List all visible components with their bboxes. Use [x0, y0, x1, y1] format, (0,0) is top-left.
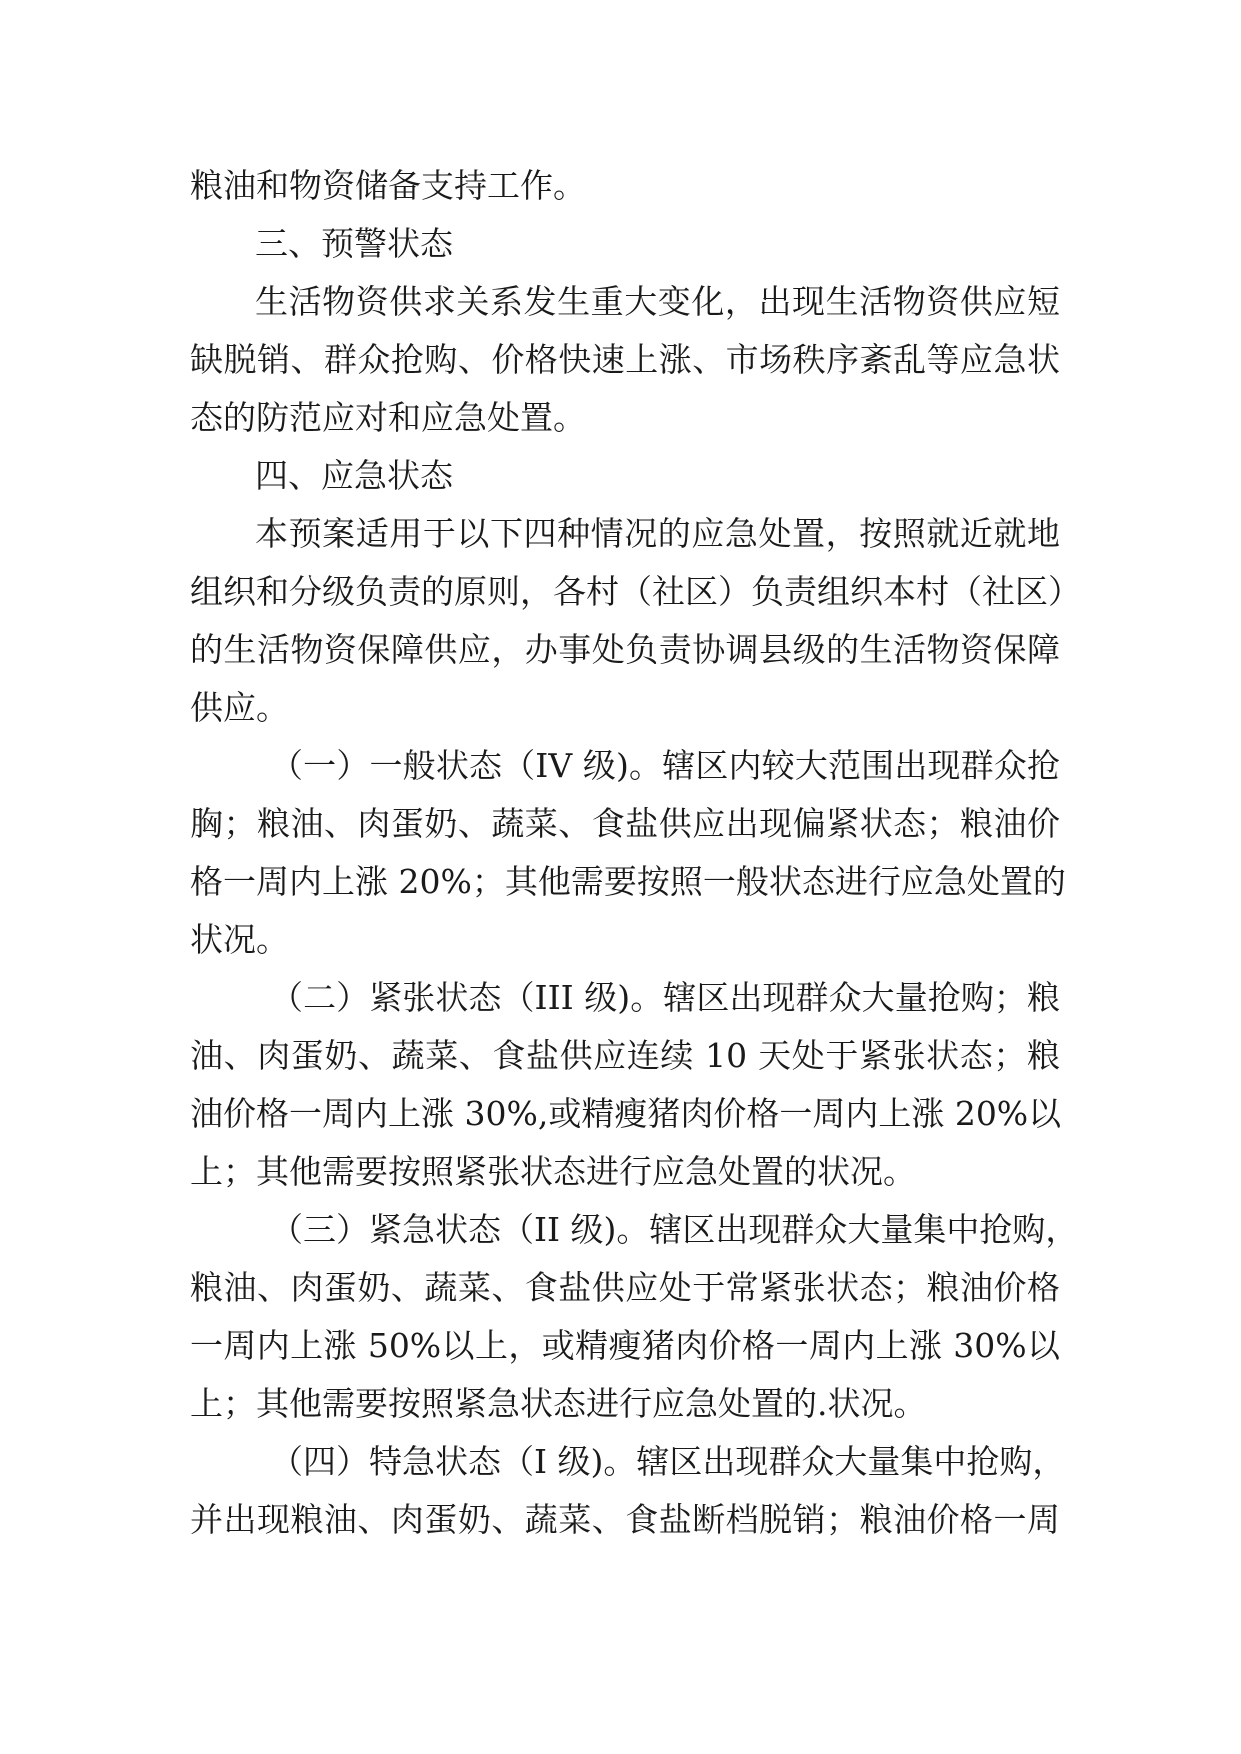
body-text-line: 上；其他需要按照紧急状态进行应急处置的.状况。: [190, 1384, 927, 1423]
body-text-line: 胸；粮油、肉蛋奶、蔬菜、食盐供应出现偏紧状态；粮油价: [190, 804, 1060, 843]
body-text-line: 态的防范应对和应急处置。: [190, 398, 586, 437]
body-text-line: 油价格一周内上涨 30%,或精瘦猪肉价格一周内上涨 20%以: [190, 1094, 1062, 1133]
body-text-line: 格一周内上涨 20%；其他需要按照一般状态进行应急处置的: [190, 862, 1066, 901]
body-text-line: 本预案适用于以下四种情况的应急处置，按照就近就地: [255, 514, 1060, 553]
body-text-line: （二）紧张状态（III 级)。辖区出现群众大量抢购；粮: [270, 978, 1060, 1017]
body-text-line: 供应。: [190, 688, 289, 727]
body-text-line: 的生活物资保障供应，办事处负责协调县级的生活物资保障: [190, 630, 1060, 669]
body-text-line: 一周内上涨 50%以上，或精瘦猪肉价格一周内上涨 30%以: [190, 1326, 1060, 1365]
body-text-line: 粮油和物资储备支持工作。: [190, 166, 586, 205]
body-text-line: 状况。: [190, 920, 289, 959]
body-text-line: （四）特急状态（I 级)。辖区出现群众大量集中抢购，: [270, 1442, 1066, 1481]
body-text-line: 并出现粮油、肉蛋奶、蔬菜、食盐断档脱销；粮油价格一周: [190, 1500, 1060, 1539]
body-text-line: （一）一般状态（IV 级)。辖区内较大范围出现群众抢: [270, 746, 1060, 785]
body-text-line: 粮油、肉蛋奶、蔬菜、食盐供应处于常紧张状态；粮油价格: [190, 1268, 1060, 1307]
section-heading: 四、应急状态: [255, 456, 453, 495]
body-text-line: 缺脱销、群众抢购、价格快速上涨、市场秩序紊乱等应急状: [190, 340, 1060, 379]
body-text-line: 上；其他需要按照紧张状态进行应急处置的状况。: [190, 1152, 916, 1191]
section-heading: 三、预警状态: [255, 224, 453, 263]
body-text-line: （三）紧急状态（II 级)。辖区出现群众大量集中抢购，: [270, 1210, 1079, 1249]
body-text-line: 油、肉蛋奶、蔬菜、食盐供应连续 10 天处于紧张状态；粮: [190, 1036, 1060, 1075]
body-text-line: 生活物资供求关系发生重大变化，出现生活物资供应短: [255, 282, 1060, 321]
body-text-line: 组织和分级负责的原则，各村（社区）负责组织本村（社区）: [190, 572, 1081, 611]
